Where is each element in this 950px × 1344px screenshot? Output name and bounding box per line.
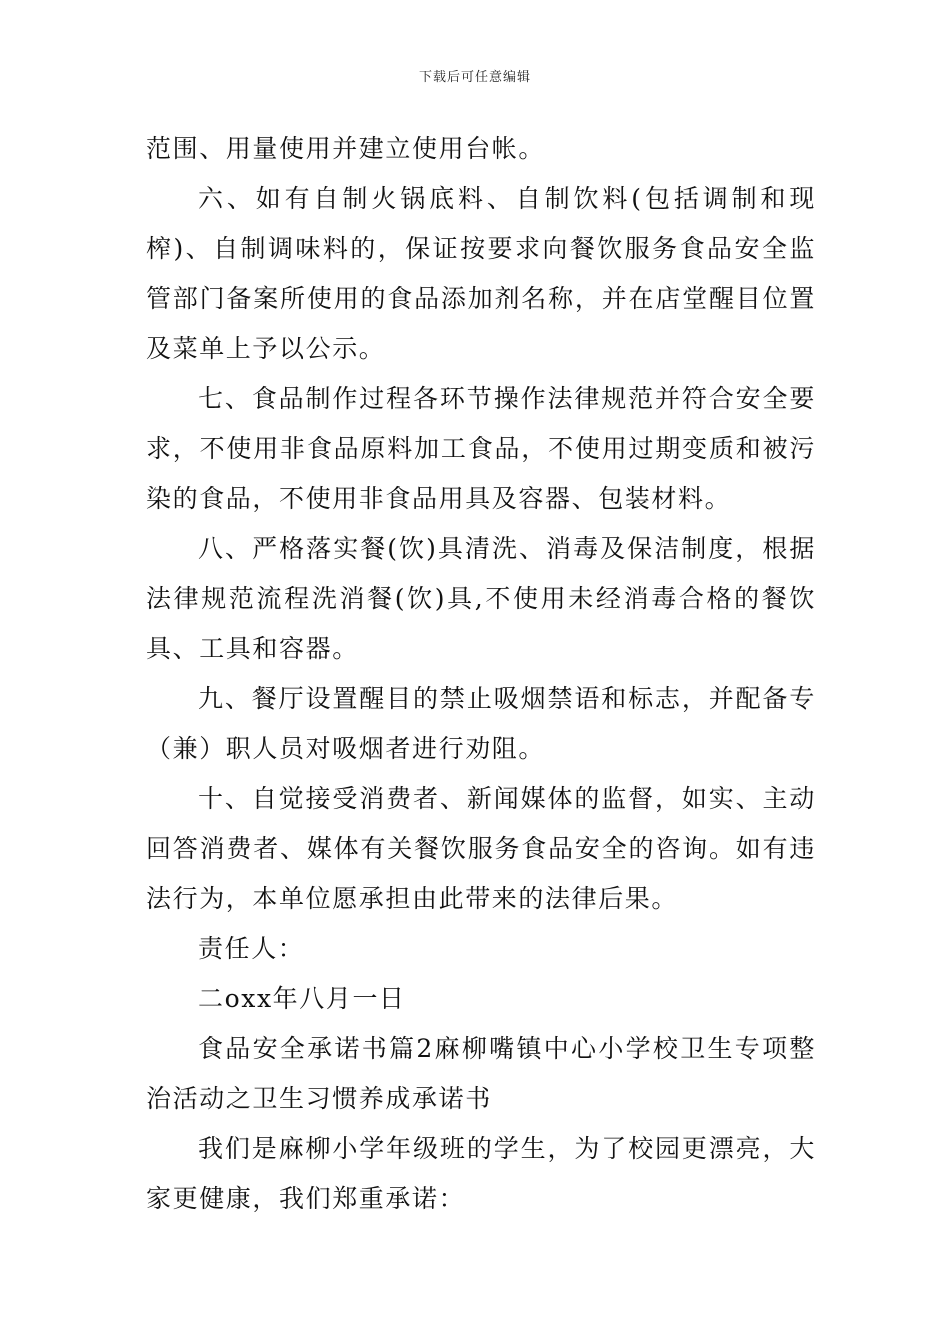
paragraph-item-nine: 九、餐厅设置醒目的禁止吸烟禁语和标志，并配备专（兼）职人员对吸烟者进行劝阻。 [146,684,816,763]
section-title-pledge-2: 食品安全承诺书篇2麻柳嘴镇中心小学校卫生专项整治活动之卫生习惯养成承诺书 [146,1034,816,1113]
paragraph-student-pledge: 我们是麻柳小学年级班的学生，为了校园更漂亮，大家更健康，我们郑重承诺： [146,1134,816,1213]
document-body [146,124,816,1224]
date-line: 二oxx年八月一日 [198,984,406,1013]
page-header-note: 下载后可任意编辑 [418,70,531,85]
paragraph-item-ten: 十、自觉接受消费者、新闻媒体的监督，如实、主动回答消费者、媒体有关餐饮服务食品安全的咨询。如有违法行为，本单位愿承担由此带来的法律后果。 [146,784,816,913]
paragraph-item-six: 六、如有自制火锅底料、自制饮料(包括调制和现榨)、自制调味料的，保证按要求向餐饮服务食品安全监管部门备案所使用的食品添加剂名称，并在店堂醒目位置及菜单上予以公示。 [146,184,816,363]
responsible-person-line: 责任人： [198,934,305,963]
paragraph-item-eight: 八、严格落实餐(饮)具清洗、消毒及保洁制度，根据法律规范流程洗消餐(饮)具,不使用未经消毒合格的餐饮具、工具和容器。 [146,534,816,663]
paragraph-scope-continued: 范围、用量使用并建立使用台帐。 [146,134,546,163]
paragraph-item-seven: 七、食品制作过程各环节操作法律规范并符合安全要求，不使用非食品原料加工食品，不使用过期变质和被污染的食品，不使用非食品用具及容器、包装材料。 [146,384,816,513]
